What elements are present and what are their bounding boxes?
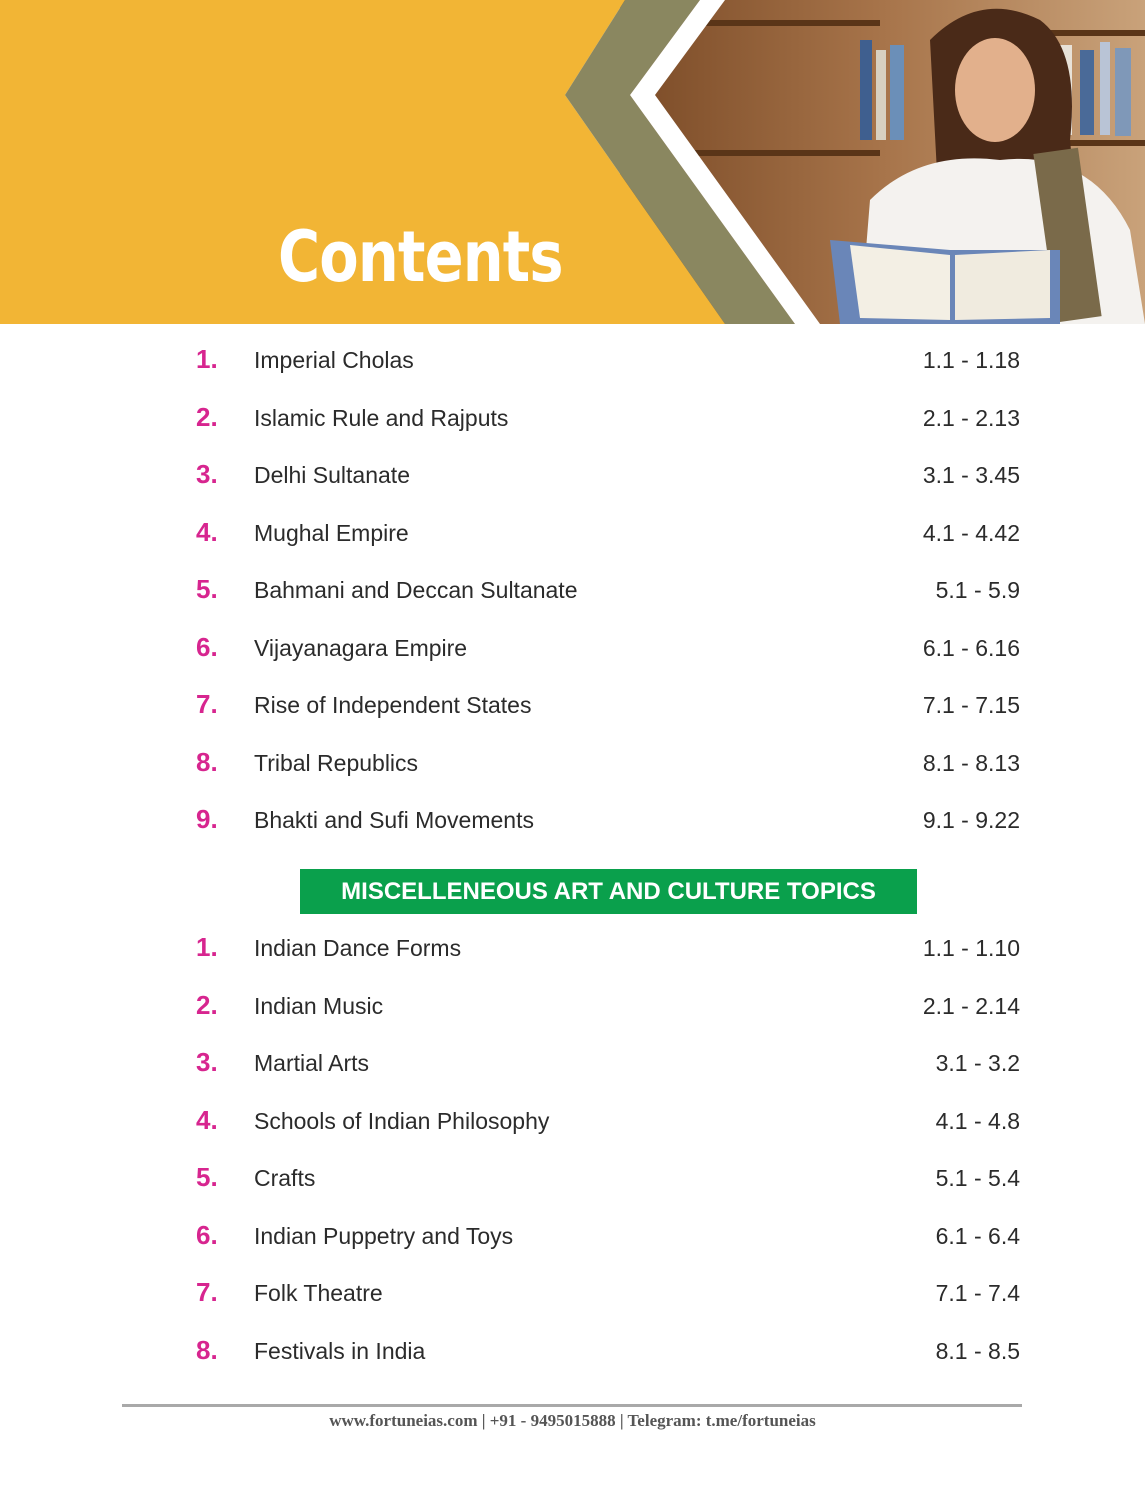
page-range: 3.1 - 3.2 [935,1050,1020,1076]
chapter-title: Bahmani and Deccan Sultanate [254,577,578,603]
chapter-title: Martial Arts [254,1050,370,1076]
header-banner [0,0,1145,324]
page-range: 4.1 - 4.8 [935,1107,1020,1134]
footer-contact: www.fortuneias.com | +91 - 9495015888 | Telegram: t.me/fortuneias [329,1411,816,1430]
toc-row[interactable] [0,922,1145,980]
chapter-title: Delhi Sultanate [254,462,410,488]
footer-divider [122,1404,1022,1407]
chapter-title: Islamic Rule and Rajputs [254,404,509,431]
page-range: 9.1 - 9.22 [922,807,1020,833]
chapter-number: 3. [196,459,218,489]
chapter-title: Tribal Republics [254,749,419,776]
toc-row[interactable] [0,1210,1145,1268]
chapter-number: 1. [196,932,218,962]
chapter-number: 8. [196,1334,218,1365]
toc-row[interactable] [0,980,1145,1038]
page-range: 2.1 - 2.13 [922,404,1020,431]
toc-row[interactable] [0,1325,1145,1383]
toc-row[interactable] [0,1267,1145,1325]
chapter-number: 1. [196,344,218,374]
page-range: 1.1 - 1.18 [922,347,1020,373]
chapter-number: 4. [196,516,218,547]
misc-section-heading: MISCELLENEOUS ART AND CULTURE TOPICS [300,869,917,914]
toc-row[interactable] [0,1037,1145,1095]
chapter-number: 8. [196,746,218,777]
chapter-title: Imperial Cholas [254,347,414,373]
page-range: 6.1 - 6.16 [922,634,1020,661]
page-range: 5.1 - 5.4 [935,1165,1020,1191]
page-range: 5.1 - 5.9 [935,577,1020,603]
banner-graphic [0,0,1145,324]
toc-row[interactable] [0,564,1145,622]
chapter-number: 7. [196,689,218,719]
page-range: 2.1 - 2.14 [922,992,1020,1019]
chapter-title: Indian Music [254,992,384,1019]
chapter-number: 6. [196,631,218,662]
page-range: 8.1 - 8.5 [935,1337,1020,1364]
toc-row[interactable] [0,622,1145,680]
chapter-title: Crafts [254,1165,316,1191]
page-range: 6.1 - 6.4 [935,1222,1020,1249]
page-range: 8.1 - 8.13 [922,749,1020,776]
chapter-title: Indian Dance Forms [254,935,462,961]
toc-row[interactable] [0,1095,1145,1153]
toc-row[interactable] [0,507,1145,565]
page-range: 3.1 - 3.45 [922,462,1020,488]
chapter-title: Indian Puppetry and Toys [254,1222,514,1249]
chapter-title: Folk Theatre [254,1280,383,1306]
toc-row[interactable] [0,449,1145,507]
chapter-number: 7. [196,1277,218,1307]
toc-row[interactable] [0,794,1145,852]
chapter-title: Bhakti and Sufi Movements [254,807,534,833]
page-range: 1.1 - 1.10 [922,935,1020,961]
chapter-number: 5. [196,1162,218,1192]
toc-row[interactable] [0,392,1145,450]
chapter-number: 2. [196,401,218,432]
chapter-number: 2. [196,989,218,1020]
chapter-title: Mughal Empire [254,519,409,546]
chapter-title: Schools of Indian Philosophy [254,1107,550,1134]
toc-list [0,334,1145,852]
page-range: 7.1 - 7.15 [922,692,1020,718]
misc-toc-list [0,922,1145,1382]
chapter-title: Festivals in India [254,1337,426,1364]
chapter-number: 9. [196,804,218,834]
chapter-number: 3. [196,1047,218,1077]
chapter-title: Rise of Independent States [254,692,532,718]
toc-row[interactable] [0,334,1145,392]
page-range: 7.1 - 7.4 [935,1280,1020,1306]
chapter-number: 6. [196,1219,218,1250]
toc-row[interactable] [0,1152,1145,1210]
toc-row[interactable] [0,737,1145,795]
toc-row[interactable] [0,679,1145,737]
chapter-number: 5. [196,574,218,604]
chapter-title: Vijayanagara Empire [254,634,468,661]
chapter-number: 4. [196,1104,218,1135]
page-range: 4.1 - 4.42 [922,519,1020,546]
page-title: Contents [278,216,563,298]
